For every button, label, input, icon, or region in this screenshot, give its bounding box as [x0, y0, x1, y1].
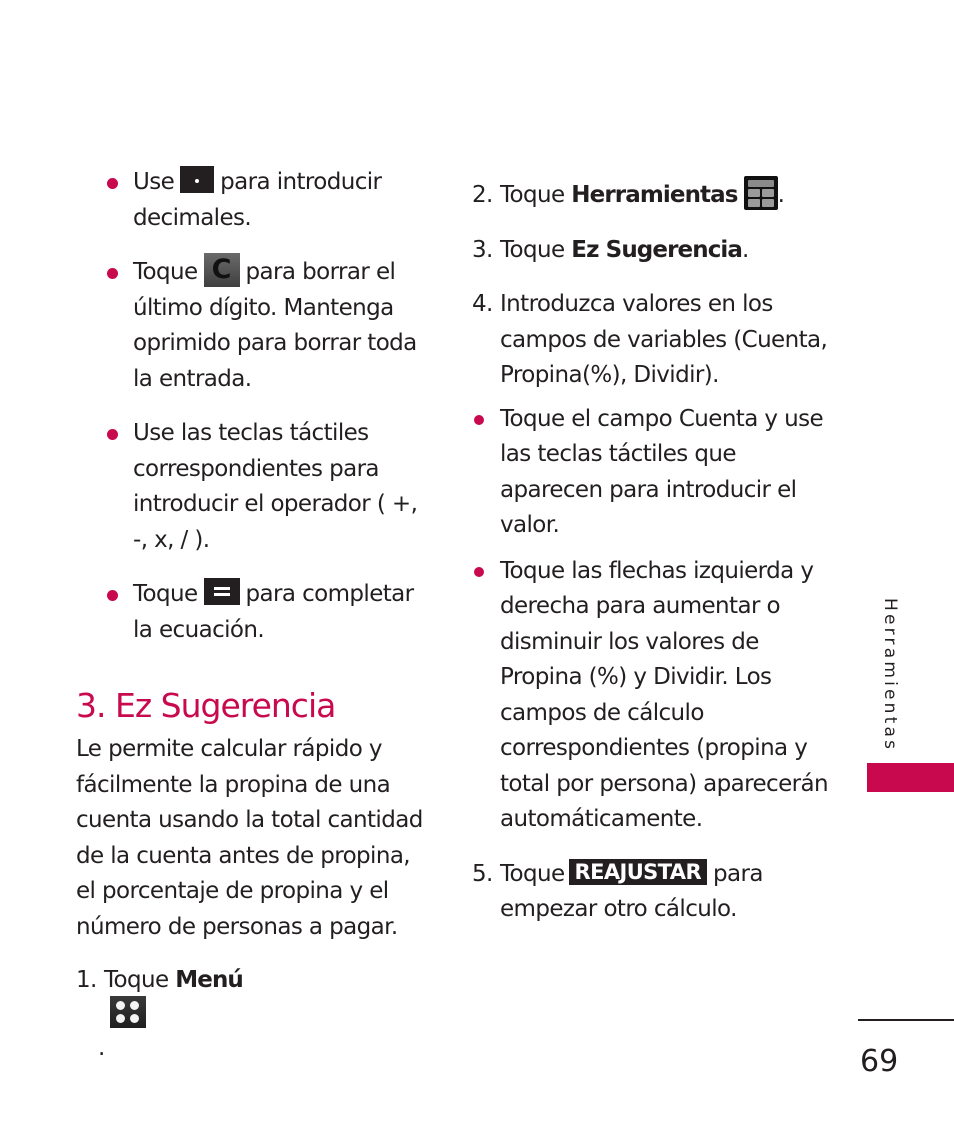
- footer-divider: [858, 1019, 954, 1021]
- step-number: 1.: [76, 967, 97, 993]
- bullet-text: Toque el campo Cuenta y use las teclas táctiles que aparecen para introducir el valor.: [500, 405, 824, 538]
- step-text: para empezar otro cálculo.: [500, 860, 763, 922]
- bullet-text: para borrar el último dígito. Mantenga oprimido para borrar toda la entrada.: [133, 259, 417, 392]
- bullet-icon: [107, 429, 118, 440]
- bullet-icon: [107, 178, 118, 189]
- section-title: 3. Ez Sugerencia: [76, 686, 336, 725]
- bullet-icon: [474, 567, 484, 577]
- bullet-text: para completar la ecuación.: [133, 581, 414, 643]
- bullet-text: Use las teclas táctiles correspondientes para introducir el operador ( +, -, x, / ).: [133, 420, 418, 553]
- section-intro: Le permite calcular rápido y fácilmente la propina de una cuenta usando la total cantidad de la cuenta antes de propina, el porcentaje de propina y el número de personas a pagar.: [76, 736, 423, 940]
- step-4: [472, 287, 832, 394]
- step-text: Toque: [500, 860, 565, 887]
- step-text: Toque: [500, 236, 565, 263]
- bullet-equals: [76, 577, 436, 648]
- page-number: 69: [860, 1044, 899, 1079]
- step-text: .: [777, 182, 785, 208]
- bullet-cuenta: [472, 402, 832, 544]
- step-text: Introduzca valores en los campos de variables (Cuenta, Propina(%), Dividir).: [500, 291, 828, 388]
- clear-key-icon: C: [204, 253, 240, 287]
- bullet-text: para introducir decimales.: [133, 169, 382, 231]
- tools-label: Herramientas: [571, 182, 738, 208]
- tools-calculator-icon: [744, 176, 778, 210]
- bullet-icon: [107, 590, 118, 601]
- reajustar-button: REAJUSTAR: [569, 859, 707, 885]
- right-column: [472, 178, 832, 947]
- equals-key-icon: [204, 578, 240, 605]
- step-3: [472, 233, 832, 269]
- bullet-clear: [76, 255, 436, 397]
- side-tab-marker: [867, 763, 954, 792]
- bullet-flechas: [472, 554, 832, 838]
- step-text: .: [742, 236, 749, 263]
- step-1: [76, 963, 436, 1066]
- bullet-decimal: [76, 165, 436, 236]
- step-text: Toque: [104, 967, 169, 993]
- menu-label: Menú: [175, 967, 243, 993]
- bullet-text: Use: [133, 169, 175, 195]
- side-tab-label: Herramientas: [880, 598, 900, 753]
- bullet-text: Toque las flechas izquierda y derecha para aumentar o disminuir los valores de Propina (%) y Dividir. Los campos de cálculo correspondientes (propina y total por persona) aparecerán automáticamente.: [500, 557, 828, 832]
- step-2: [472, 178, 832, 214]
- step-number: 4.: [472, 291, 493, 317]
- step-text: Toque: [500, 182, 565, 208]
- decimal-key-icon: [180, 166, 214, 193]
- bullet-icon: [474, 415, 484, 425]
- step-5: [472, 857, 832, 928]
- step-number: 3.: [472, 236, 493, 263]
- step-number: 2.: [472, 182, 493, 208]
- bullet-text: Toque: [133, 581, 198, 607]
- ez-sugerencia-label: Ez Sugerencia: [571, 236, 743, 263]
- bullet-text: Toque: [133, 259, 198, 285]
- menu-icon: [110, 996, 146, 1028]
- bullet-operators: [76, 416, 436, 558]
- step-number: 5.: [472, 860, 493, 887]
- bullet-icon: [107, 268, 118, 279]
- left-column: [76, 165, 436, 1085]
- step-text: .: [98, 1034, 105, 1061]
